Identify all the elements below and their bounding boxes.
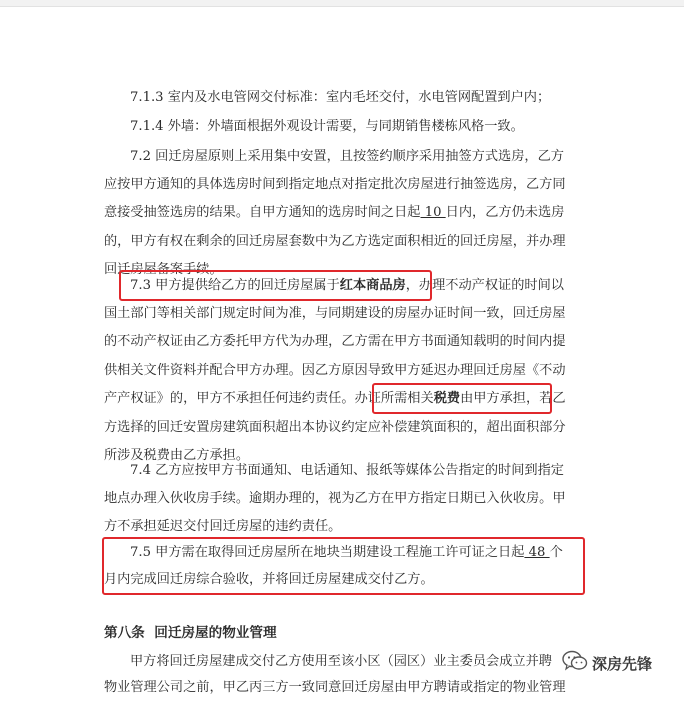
clause-7-4-line: 地点办理入伙收房手续。逾期办理的，视为乙方在甲方指定日期已入伙收房。甲	[104, 491, 566, 506]
watermark-text: 深房先锋	[592, 654, 653, 673]
clause-7-2-line: 应按甲方通知的具体选房时间到指定地点对指定批次房屋进行抽签选房，乙方同	[104, 177, 566, 192]
clause-7-5-line: 月内完成回迁房综合验收，并将回迁房屋建成交付乙方。	[104, 572, 434, 587]
clause-7-3-line: 供相关文件资料并配合甲方办理。因乙方原因导致甲方延迟办理回迁房屋《不动	[104, 363, 566, 378]
acceptance-months-value: 48	[524, 545, 550, 560]
tax-fee-term: 税费	[433, 391, 461, 406]
wechat-icon	[562, 650, 588, 676]
page-top-edge	[0, 0, 684, 7]
clause-7-2-line: 回迁房屋备案手续。	[104, 262, 223, 277]
highlight-tax-fee	[372, 383, 552, 414]
clause-7-1-4: 7.1.4 外墙：外墙面根据外观设计需要，与同期销售楼栋风格一致。	[130, 119, 524, 134]
highlight-clause-7-5	[102, 537, 585, 595]
clause-7-1-3: 7.1.3 室内及水电管网交付标准：室内毛坯交付，水电管网配置到户内；	[130, 90, 551, 105]
article-8-heading: 第八条 回迁房屋的物业管理	[104, 625, 277, 641]
clause-7-3-line: 7.3 甲方提供给乙方的回迁房屋属于红本商品房，办理不动产权证的时间以	[130, 278, 564, 293]
clause-7-2-line: 7.2 回迁房屋原则上采用集中安置，且按签约顺序采用抽签方式选房，乙方	[130, 149, 564, 164]
clause-7-2-line: 意接受抽签选房的结果。自甲方通知的选房时间之日起 10 日内，乙方仍未选房	[104, 205, 565, 220]
clause-7-2-line: 的，甲方有权在剩余的回迁房屋套数中为乙方选定面积相近的回迁房屋，并办理	[104, 234, 566, 249]
clause-7-3-line: 所涉及税费由乙方承担。	[104, 448, 250, 463]
watermark	[562, 650, 682, 676]
highlight-red-book-property	[119, 270, 432, 301]
article-8-line: 物业管理公司之前，甲乙丙三方一致同意回迁房屋由甲方聘请或指定的物业管理	[104, 680, 566, 695]
selection-days-value: 10	[420, 205, 446, 220]
clause-7-3-line: 方选择的回迁安置房建筑面积超出本协议约定应补偿建筑面积的，超出面积部分	[104, 420, 566, 435]
clause-7-4-line: 7.4 乙方应按甲方书面通知、电话通知、报纸等媒体公告指定的时间到指定	[130, 463, 564, 478]
red-book-property-term: 红本商品房	[339, 278, 406, 293]
clause-7-3-line: 产产权证》的，甲方不承担任何违约责任。办证所需相关税费由甲方承担，若乙	[104, 391, 566, 406]
clause-7-3-line: 国土部门等相关部门规定时间为准，与同期建设的房屋办证时间一致，回迁房屋	[104, 306, 566, 321]
clause-7-5-line: 7.5 甲方需在取得回迁房屋所在地块当期建设工程施工许可证之日起 48 个	[130, 545, 563, 560]
clause-7-3-line: 的不动产权证由乙方委托甲方代为办理，乙方需在甲方书面通知载明的时间内提	[104, 334, 566, 349]
clause-7-4-line: 方不承担延迟交付回迁房屋的违约责任。	[104, 519, 342, 534]
article-8-line: 甲方将回迁房屋建成交付乙方使用至该小区（园区）业主委员会成立并聘	[130, 654, 552, 669]
